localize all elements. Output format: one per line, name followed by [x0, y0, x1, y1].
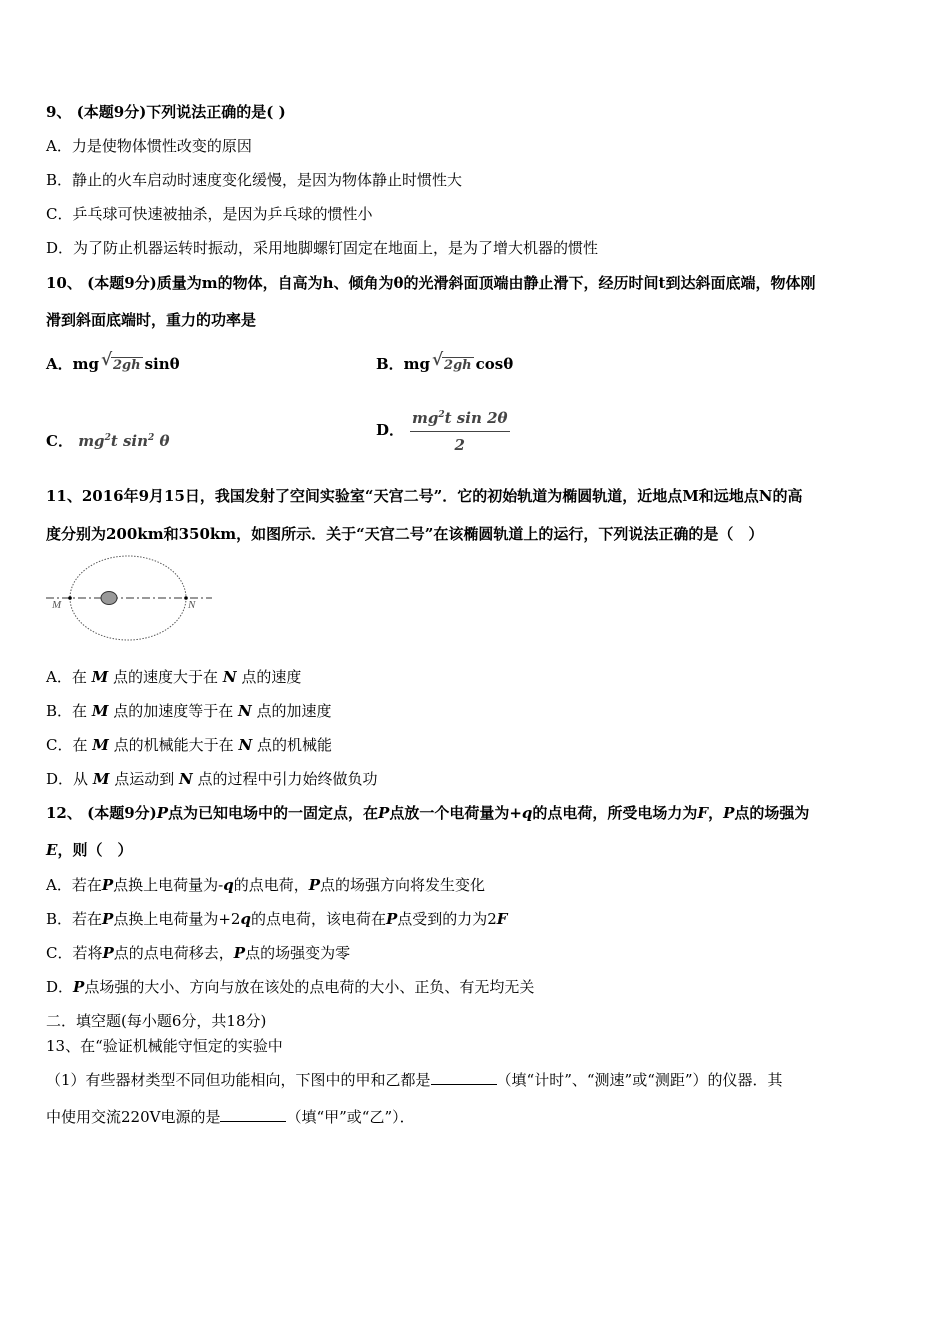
q10-option-b [376, 350, 514, 376]
q11-b-mid: 点的加速度等于在 [113, 702, 234, 720]
q9-option-d: D．为了防止机器运转时振动，采用地脚螺钉固定在地面上，是为了增大机器的惯性 [46, 239, 599, 257]
q12-b-pre: B．若在 [46, 910, 103, 928]
q13-p1b: （填“计时”、“测速”或“测距”）的仪器．其 [496, 1071, 783, 1089]
q11-c-pre: C．在 [46, 736, 88, 754]
c-expr-mg: mg [78, 432, 105, 450]
q9-option-a: A．力是使物体惯性改变的原因 [46, 137, 252, 155]
c-expr-theta: θ [159, 432, 170, 450]
q12-c-mid: 点的点电荷移去， [113, 944, 234, 962]
q13-p1a: （1）有些器材类型不同但功能相向，下图中的甲和乙都是 [46, 1071, 431, 1089]
q12-option-c [46, 943, 350, 963]
var-n: N [179, 770, 193, 788]
sqrt-body: 2gh [444, 358, 472, 373]
var-q: q [521, 804, 533, 822]
d-den: 2 [454, 436, 465, 454]
q10-c-formula [78, 432, 169, 450]
d-num-rest: t sin 2θ [444, 409, 508, 427]
q12-a-pre: A．若在 [46, 876, 102, 894]
q12-stem-line1 [46, 803, 809, 823]
q12-b-mid2: 的点电荷，该电荷在 [250, 910, 386, 928]
var-n: N [238, 702, 252, 720]
q11-stem-line1: 11、2016年9月15日，我国发射了空间实验室“天宫二号”．它的初始轨道为椭圆轨道，近地点M和远地点N的高 [46, 487, 803, 505]
q12-option-b [46, 909, 507, 929]
var-p: P [308, 876, 320, 894]
q10-option-d [376, 404, 510, 456]
var-m: M [91, 668, 109, 686]
q12-b-mid: 点换上电荷量为+2 [113, 910, 241, 928]
var-p: P [102, 944, 114, 962]
q12-pre: 12、 (本题9分) [46, 804, 157, 822]
var-m: M [92, 770, 110, 788]
var-p: P [73, 978, 85, 996]
q11-b-pre: B．在 [46, 702, 88, 720]
answer-blank[interactable] [220, 1107, 286, 1122]
q11-c-post: 点的机械能 [256, 736, 332, 754]
q11-option-d [46, 769, 378, 789]
q12-c: 的点电荷，所受电场力为 [532, 804, 698, 822]
q12-a-post: 点的场强方向将发生变化 [320, 876, 486, 894]
q10-d-label: D． [376, 421, 405, 439]
var-n: N [238, 736, 253, 754]
q12-option-a [46, 875, 485, 895]
var-p: P [102, 910, 114, 928]
q12-a-mid: 点换上电荷量为- [113, 876, 224, 894]
q11-a-mid: 点的速度大于在 [113, 668, 219, 686]
var-f: F [496, 910, 508, 928]
sqrt-formula: √ 2gh [101, 350, 141, 373]
var-e: E [46, 841, 58, 859]
var-q: q [240, 910, 251, 928]
q10-c-label: C． [46, 432, 73, 450]
var-m: M [92, 736, 109, 754]
q10-a-label: A．mg [46, 355, 99, 373]
label-m: M [52, 599, 62, 611]
q11-d-mid: 点运动到 [114, 770, 175, 788]
var-f: F [697, 804, 709, 822]
q11-d-post: 点的过程中引力始终做负功 [197, 770, 378, 788]
point-m [68, 596, 72, 600]
q10-option-a [46, 350, 180, 376]
q12-c-pre: C．若将 [46, 944, 103, 962]
q10-stem-line2: 滑到斜面底端时，重力的功率是 [46, 311, 257, 329]
q10-stem-line1: 10、 (本题9分)质量为m的物体，自高为h、倾角为θ的光滑斜面顶端由静止滑下，经历时间t到达斜面底端，物体刚 [46, 274, 816, 292]
sqrt-formula: √ 2gh [432, 350, 472, 373]
q11-stem-line2: 度分别为200km和350km，如图所示．关于“天宫二号”在该椭圆轨道上的运行，下列说法正确的是（ ） [46, 525, 764, 543]
var-n: N [222, 668, 237, 686]
answer-blank[interactable] [431, 1070, 497, 1085]
q12-b-post: 点受到的力为2 [397, 910, 497, 928]
earth [101, 592, 117, 605]
c-expr-tsin: t sin [110, 432, 149, 450]
q11-a-post: 点的速度 [241, 668, 302, 686]
q12-d: ， [708, 804, 724, 822]
q12-a-mid2: 的点电荷， [233, 876, 309, 894]
d-sup: 2 [438, 410, 445, 420]
q11-option-b [46, 701, 332, 721]
var-p: P [233, 944, 246, 962]
q9-option-b: B．静止的火车启动时速度变化缓慢，是因为物体静止时惯性大 [46, 171, 463, 189]
q12-a: 点为已知电场中的一固定点，在 [168, 804, 379, 822]
q12-stem2: ，则（ ） [57, 841, 133, 859]
q12-e: 点的场强为 [734, 804, 810, 822]
var-q: q [223, 876, 234, 894]
q12-stem-line2 [46, 840, 132, 860]
q10-option-c [46, 428, 170, 451]
q11-a-pre: A．在 [46, 668, 87, 686]
q12-b: 点放一个电荷量为+ [389, 804, 522, 822]
q12-d-post: 点场强的大小、方向与放在该处的点电荷的大小、正负、有无均无关 [84, 978, 535, 996]
var-p: P [378, 804, 390, 822]
var-m: M [91, 702, 109, 720]
q13-stem: 13、在“验证机械能守恒定的实验中 [46, 1037, 283, 1055]
q11-option-a [46, 667, 301, 687]
q10-a-tail: sinθ [144, 355, 180, 373]
var-p: P [101, 876, 114, 894]
var-p: P [156, 804, 169, 822]
q12-option-d [46, 977, 534, 997]
q11-c-mid: 点的机械能大于在 [113, 736, 234, 754]
q10-b-label: B．mg [376, 355, 431, 373]
c-sup2: 2 [148, 433, 155, 443]
var-p: P [385, 910, 398, 928]
q9-option-c: C．乒乓球可快速被抽杀，是因为乒乓球的惯性小 [46, 205, 373, 223]
q13-part1-line2 [46, 1107, 415, 1127]
q11-option-c [46, 735, 332, 755]
q10-d-fraction [410, 404, 510, 456]
c-sup: 2 [104, 433, 111, 443]
q11-d-pre: D．从 [46, 770, 89, 788]
q13-p2b: （填“甲”或“乙”）． [286, 1108, 415, 1126]
d-num-mg: mg [412, 409, 439, 427]
orbit-figure [44, 552, 214, 644]
q10-b-tail: cosθ [475, 355, 514, 373]
sqrt-body: 2gh [113, 358, 141, 373]
section-heading: 二．填空题(每小题6分，共18分) [46, 1012, 267, 1030]
q13-part1-line1 [46, 1070, 783, 1090]
label-n: N [188, 599, 196, 611]
q12-d-pre: D． [46, 978, 74, 996]
var-p: P [723, 804, 735, 822]
q11-b-post: 点的加速度 [256, 702, 332, 720]
q9-stem: 9、 (本题9分)下列说法正确的是( ) [46, 103, 286, 121]
q13-p2a: 中使用交流220V电源的是 [46, 1108, 221, 1126]
q12-c-post: 点的场强变为零 [245, 944, 351, 962]
